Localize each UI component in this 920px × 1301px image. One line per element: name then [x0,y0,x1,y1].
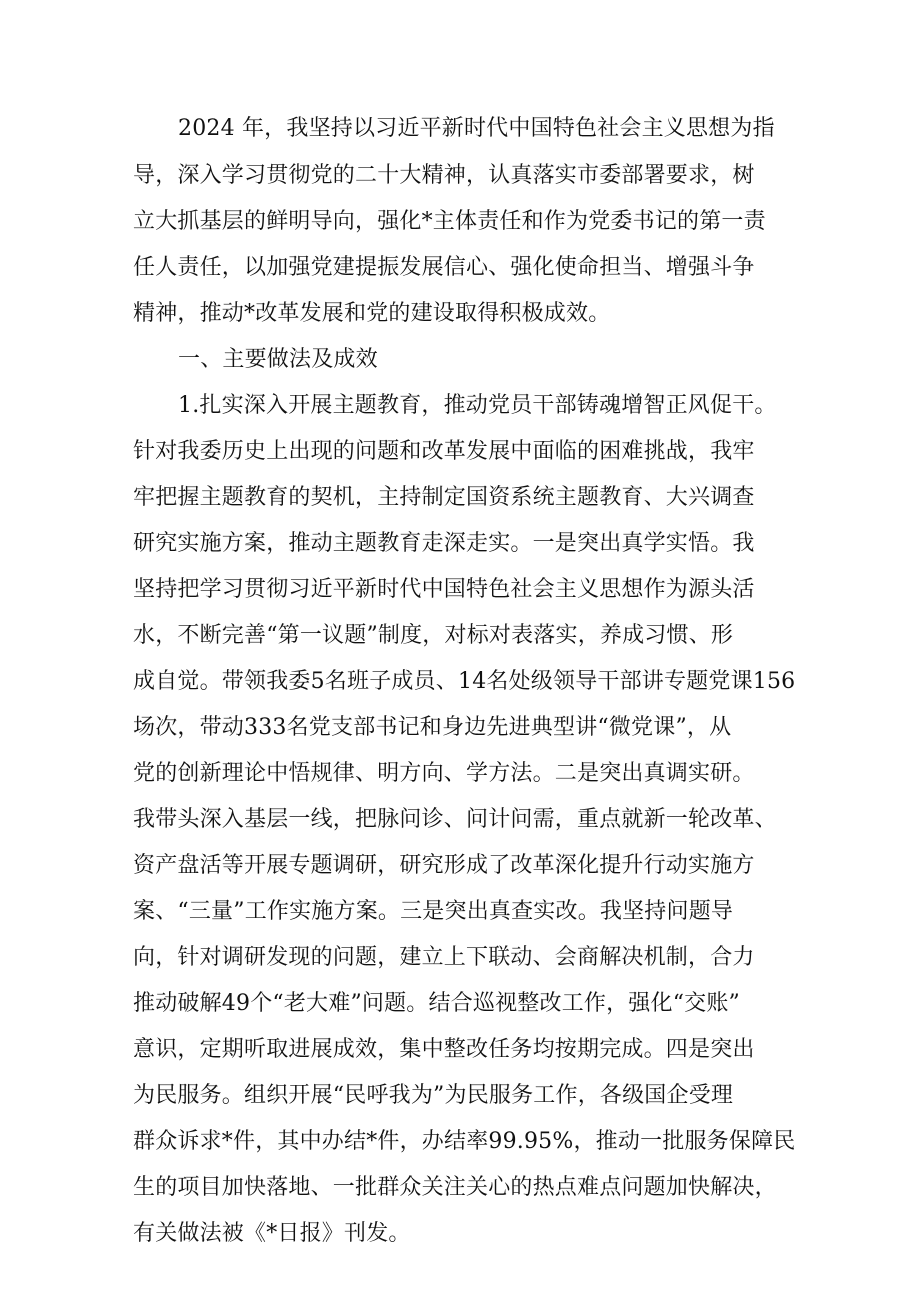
paragraph-2-line-18: 生的项目加快落地、一批群众关注关心的热点难点问题加快解决， [133,1175,777,1200]
paragraph-2-line-6: 水，不断完善“第一议题”制度，对标对表落实，养成习惯、形 [133,623,734,648]
paragraph-1-line-2: 导，深入学习贯彻党的二十大精神，认真落实市委部署要求，树 [133,163,755,188]
paragraph-2-line-5: 坚持把学习贯彻习近平新时代中国特色社会主义思想作为源头活 [133,577,755,602]
paragraph-2-line-2: 针对我委历史上出现的问题和改革发展中面临的困难挑战，我牢 [133,439,755,464]
paragraph-2-line-17: 群众诉求*件，其中办结*件，办结率99.95%，推动一批服务保障民 [133,1129,796,1154]
paragraph-2-line-9: 党的创新理论中悟规律、明方向、学方法。二是突出真调实研。 [133,761,755,786]
paragraph-2-line-15: 意识，定期听取进展成效，集中整改任务均按期完成。四是突出 [133,1037,755,1062]
paragraph-2-line-14: 推动破解49个“老大难”问题。结合巡视整改工作，强化“交账” [133,991,740,1016]
paragraph-2-line-3: 牢把握主题教育的契机，主持制定国资系统主题教育、大兴调查 [133,485,755,510]
paragraph-2-line-19: 有关做法被《*日报》刊发。 [133,1221,411,1246]
paragraph-2-line-10: 我带头深入基层一线，把脉问诊、问计问需，重点就新一轮改革、 [133,807,777,832]
paragraph-1-line-3: 立大抓基层的鲜明导向，强化*主体责任和作为党委书记的第一责 [133,209,766,234]
paragraph-1-line-4: 任人责任，以加强党建提振发展信心、强化使命担当、增强斗争 [133,255,755,280]
paragraph-2-line-11: 资产盘活等开展专题调研，研究形成了改革深化提升行动实施方 [133,853,755,878]
paragraph-1-line-1: 2024 年，我坚持以习近平新时代中国特色社会主义思想为指 [178,116,775,141]
paragraph-2-line-8: 场次，带动333名党支部书记和身边先进典型讲“微党课”，从 [133,715,732,740]
paragraph-2-line-7: 成自觉。带领我委5名班子成员、14名处级领导干部讲专题党课156 [133,669,796,694]
section-heading: 一、主要做法及成效 [178,347,378,372]
paragraph-2-line-16: 为民服务。组织开展“民呼我为”为民服务工作，各级国企受理 [133,1083,734,1108]
paragraph-2-line-12: 案、“三量”工作实施方案。三是突出真查实改。我坚持问题导 [133,899,734,924]
paragraph-1-line-5: 精神，推动*改革发展和党的建设取得积极成效。 [133,301,611,326]
paragraph-2-line-4: 研究实施方案，推动主题教育走深走实。一是突出真学实悟。我 [133,531,755,556]
paragraph-2-line-13: 向，针对调研发现的问题，建立上下联动、会商解决机制，合力 [133,945,755,970]
paragraph-2-line-1: 1.扎实深入开展主题教育，推动党员干部铸魂增智正风促干。 [178,393,777,418]
